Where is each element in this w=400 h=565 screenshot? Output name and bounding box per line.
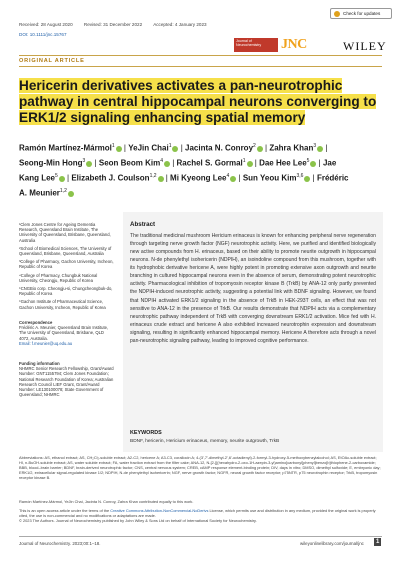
keywords-text: BDNF, hericerin, Hericium erinaceus, memory, neurite outgrowth, TrkB xyxy=(130,439,280,444)
funding-text: NHMRC Senior Research Fellowship, Grant/Award Number: GNT1155794; Clem Jones Foundation; National Research Foundation of Korea; Australian Research Council LIEF Grant, Grant/Award Number: LE130100078; State Government of Queensland; NHMRC xyxy=(19,366,114,398)
author-separator: | xyxy=(310,173,317,183)
author-name[interactable]: Rachel S. Gormal xyxy=(176,158,243,168)
funding-heading: Funding information xyxy=(19,361,60,366)
author-affiliation-sup: 1 xyxy=(168,143,172,149)
author-separator: | xyxy=(262,143,270,153)
affiliation-item: ⁵CNGBio corp. Cheongju-si, Chungcheongbuk-do, Republic of Korea xyxy=(19,286,113,297)
section-rule xyxy=(19,66,382,67)
abstract-text: The traditional medicinal mushroom Hericium erinaceus is known for enhancing peripheral nerve regeneration through targeting nerve growth factor (NGF) neurotrophic activity. Here, we purified and identified biologically new active compounds from H. erinaceus, based on their ability to promote neurite outgrowth in hippocampal neurons. N-de phenylethyl isohericerin (NDPIH), an isoindoline compound from this mushroom, together with its hydrophobic derivative hericene A, were highly potent in promoting extensive axon outgrowth and neurite branching in cultured hippocampal neurons even in the absence of serum, demonstrating potent neurotrophic activity. Pharmacological inhibition of tropomyosin receptor kinase B (TrkB) by ANA-12 only partly prevented the NDPIH-induced neurotrophic activity, suggesting a potential link with BDNF signaling. However, we found that NDPIH activated ERK1/2 signaling in the absence of TrkB in HEK-293T cells, an effect that was not sensitive to ANA-12 in the presence of TrkB. Our results demonstrate that NDPIH acts via a complementary neurotrophic pathway independent of TrkB with converging downstream ERK1/2 activation. Mice fed with H. erinaceus crude extract and hericene A also exhibited increased neurotrophin expression and downstream signaling, resulting in significantly enhanced hippocampal memory. Hericene A therefore acts through a novel pan-neurotrophic signaling pathway, leading to improved cognitive performance. xyxy=(130,233,376,344)
author-affiliation-sup: 1 xyxy=(242,158,246,165)
updates-icon xyxy=(334,11,340,17)
license-pre: This is an open access article under the terms of the xyxy=(19,508,111,513)
journal-logo: Journal of Neurochemistry xyxy=(234,38,278,52)
footer-rule xyxy=(19,536,382,537)
author-affiliation-sup: 4 xyxy=(160,158,163,165)
correspondence-block xyxy=(19,320,114,346)
license-block xyxy=(19,509,382,524)
author-affiliation-sup: 3 xyxy=(313,143,317,149)
article-dates xyxy=(19,22,217,27)
header-rule xyxy=(19,55,382,56)
author-separator: | xyxy=(323,143,328,153)
journal-url[interactable]: wileyonlinelibrary.com/journal/jnc xyxy=(300,541,364,546)
author-name[interactable]: Elizabeth J. Coulson xyxy=(71,173,150,183)
funding-block xyxy=(19,361,114,397)
journal-citation: Journal of Neurochemistry. 2023;00:1–18. xyxy=(19,541,101,546)
doi-link[interactable]: DOI: 10.1111/jnc.15767 xyxy=(19,32,67,37)
correspondence-heading: Correspondence xyxy=(19,320,53,325)
author-affiliation-sup: 5 xyxy=(306,158,310,165)
abbreviations: Abbreviations: AS, ethanol extract; AS, CH₂Cl₂-soluble extract; A2-C2, hericene A; A3-C3, corallocin A; 4-(3',7'-dimethyl-2',6'-octadienyl)-2-formyl-3-hydroxy-5-methoxybenzylalcohol; AS, EtOAc-soluble extract; HI, n-BuOH-soluble extract; AS, water soluble extract; FA, water fraction extract from the filter cake; ANA-12, N-[2-[[(hexahydro-2-oxo-1H-azepin-3-yl)amino]carbonyl]phenyl]benzo[b]thiophene-2-carboxamide; BBB, blood–brain barrier; BDNF, brain-derived neurotrophic factor; CNS, central nervous system; CREB, cAMP response element-binding protein; DIV, days in vitro; DMSO, dimethyl sulfoxide; E, embryonic day; ERK1/2, extracellular signal-regulated kinase 1/2; NDPIH, N-de phenylethyl isohericerin; NGF, nerve growth factor; NGFR, neural growth factor receptor; p75NTR, p75 neurotrophin receptor; TrkB, tropomyosin receptor kinase B. xyxy=(19,455,381,480)
author-name[interactable]: Frédéric A. Meunier xyxy=(19,173,349,199)
orcid-icon[interactable] xyxy=(68,191,74,197)
author-separator: | xyxy=(169,158,177,168)
license-post: License, which permits use and distribution in any medium, provided the original work is properly cited, the use is non-commercial and no modifications or adaptations are made. xyxy=(19,508,376,518)
correspondence-text: Frédéric A. Meunier, Queensland Brain Institute, The University of Queensland, Brisbane, QLD 4072, Australia. xyxy=(19,325,109,341)
author-affiliation-sup: 4 xyxy=(226,173,230,180)
author-separator: | xyxy=(178,143,185,153)
affiliation-item: ²School of Biomedical Sciences, The University of Queensland, Brisbane, Queensland, Australia xyxy=(19,245,112,257)
article-title: Hericerin derivatives activates a pan-neurotrophic pathway in central hippocampal neurons converging to ERK1/2 signaling enhancing spatial memory xyxy=(19,78,377,125)
author-name[interactable]: Jae Kang Lee xyxy=(19,158,337,183)
jnc-logo: JNC xyxy=(281,37,307,52)
author-affiliation-sup: 1 xyxy=(111,143,115,149)
page-number: 1 xyxy=(376,539,380,545)
license-link[interactable]: Creative Commons Attribution-NonCommercial-NoDerivs xyxy=(110,508,209,513)
author-list xyxy=(19,140,349,201)
affiliations xyxy=(19,222,114,313)
author-separator: | xyxy=(316,158,323,168)
author-affiliation-sup: 2 xyxy=(253,143,256,149)
section-label: ORIGINAL ARTICLE xyxy=(19,58,85,64)
author-separator: | xyxy=(92,158,99,168)
copyright: © 2023 The Authors. Journal of Neurochemistry published by John Wiley & Sons Ltd on behalf of International Society for Neurochemistry. xyxy=(19,517,257,523)
author-affiliation-sup: 5 xyxy=(55,173,58,180)
keywords-heading: KEYWORDS xyxy=(130,430,162,436)
affiliation-item: ¹Clem Jones Centre for Ageing Dementia Research, Queensland Brain Institute, The University of Queensland, Brisbane, Queensland, Australia xyxy=(19,222,111,243)
revised-date: Revised: 31 December 2022 xyxy=(83,22,143,27)
author-separator: | xyxy=(121,143,129,153)
author-separator: | xyxy=(64,173,72,183)
author-separator: | xyxy=(252,158,260,168)
author-name[interactable]: YeJin Chai xyxy=(128,143,169,153)
contribution-note: Ramón Martínez-Mármol, YeJin Chai, Jacinta N. Conroy, Zahra Khan contributed equally to this work. xyxy=(19,499,194,504)
author-affiliation-sup: 3,6 xyxy=(296,173,304,180)
author-affiliation-sup: 3 xyxy=(82,158,86,165)
author-separator: | xyxy=(236,173,243,183)
author-affiliation-sup: 1,2 xyxy=(59,188,67,195)
author-name[interactable]: Seong-Min Hong xyxy=(19,158,83,168)
author-name[interactable]: Jacinta N. Conroy xyxy=(185,143,254,153)
accepted-date: Accepted: 4 January 2023 xyxy=(153,22,207,27)
correspondence-email[interactable]: Email: f.meunier@uq.edu.au xyxy=(19,340,73,346)
affiliation-item: ⁴College of Pharmacy, Chungbuk National University, Cheongju, Republic of Korea xyxy=(19,272,98,283)
author-name[interactable]: Sun Yeou Kim xyxy=(242,173,297,183)
check-updates-label: Check for updates xyxy=(343,11,381,16)
abstract-heading: Abstract xyxy=(130,221,156,228)
author-name[interactable]: Mi Kyeong Lee xyxy=(170,173,227,183)
author-name[interactable]: Ramón Martínez-Mármol xyxy=(19,143,112,153)
author-separator: | xyxy=(163,173,171,183)
author-name[interactable]: Seon Beom Kim xyxy=(98,158,161,168)
check-updates-button[interactable] xyxy=(330,8,392,19)
received-date: Received: 28 August 2020 xyxy=(19,22,73,27)
affiliation-item: ⁶Gachon Institute of Pharmaceutical Science, Gachon University, Incheon, Republic of Korea xyxy=(19,299,106,310)
affiliation-item: ³College of Pharmacy, Gachon University, Incheon, Republic of Korea xyxy=(19,259,114,270)
author-name[interactable]: Dae Hee Lee xyxy=(259,158,307,168)
author-name[interactable]: Zahra Khan xyxy=(269,143,314,153)
publisher-logo: WILEY xyxy=(343,39,387,53)
author-affiliation-sup: 1,2 xyxy=(149,173,157,180)
